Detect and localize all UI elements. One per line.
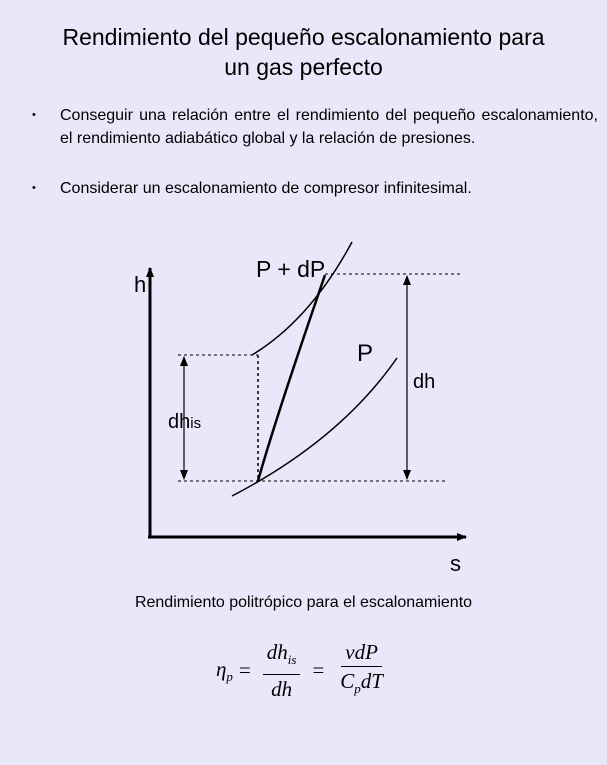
diagram-caption: Rendimiento politrópico para el escalonamiento [134, 594, 473, 611]
fraction-dhis-dh [263, 640, 301, 701]
title-line-2: un gas perfecto [224, 54, 383, 80]
title-line-1: Rendimiento del pequeño escalonamiento para [62, 24, 545, 50]
dhis-label-sub: is [190, 415, 202, 432]
y-axis-label: h [134, 272, 147, 297]
bullet-dot-icon: • [32, 109, 36, 121]
eta-letter: η [216, 656, 227, 681]
fraction-vdp-cpdt [336, 640, 387, 701]
upper-curve-label: P + dP [256, 256, 326, 282]
eta-subscript: p [226, 668, 233, 684]
bullet-text: Conseguir una relación entre el rendimiento del pequeño escalonamiento, el rendimiento adiabático global y la relación de presiones. [60, 107, 598, 147]
bullet-text: Considerar un escalonamiento de compresor infinitesimal. [60, 180, 472, 197]
eta-symbol [216, 657, 233, 685]
compression-process-line [258, 275, 325, 481]
lower-curve-label: P [357, 340, 374, 367]
polytropic-efficiency-formula [216, 640, 393, 701]
numerator-subscript: is [287, 652, 297, 668]
denominator-dt: dT [360, 669, 383, 693]
denominator-c: C [340, 669, 355, 693]
numerator-text: dh [266, 640, 288, 664]
lower-isobar-curve [232, 358, 397, 496]
denominator-subscript: p [354, 681, 361, 697]
fraction-denominator: dh [271, 677, 293, 702]
fraction-numerator [263, 640, 301, 675]
x-axis-label: s [450, 551, 461, 576]
dhis-label [168, 411, 201, 433]
equals-sign: = [312, 658, 325, 683]
dh-label: dh [413, 371, 436, 393]
dhis-label-main: dh [168, 411, 191, 433]
bullet-dot-icon: • [32, 182, 36, 194]
equals-sign: = [238, 658, 251, 683]
fraction-numerator: νdP [341, 640, 382, 667]
fraction-denominator [336, 667, 387, 701]
